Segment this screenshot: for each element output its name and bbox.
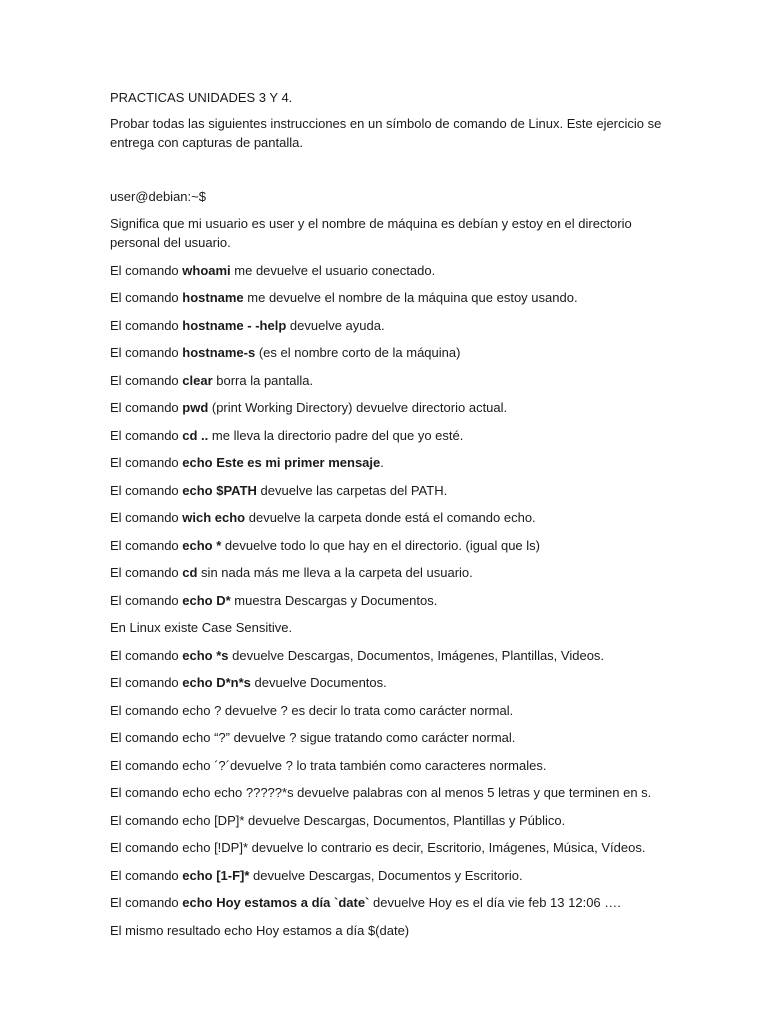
command-name: cd .. xyxy=(182,427,209,443)
command-line xyxy=(110,811,670,830)
line-text: El comando xyxy=(110,262,183,278)
command-line xyxy=(110,481,670,500)
command-name: echo [1-F]* xyxy=(182,867,250,883)
command-line xyxy=(110,756,670,775)
command-name: echo Este es mi primer mensaje xyxy=(182,455,381,470)
command-name: cd xyxy=(182,565,198,580)
line-description: devuelve las carpetas del PATH. xyxy=(256,482,448,498)
line-description: me devuelve el nombre de la máquina que estoy usando. xyxy=(243,290,578,305)
line-text: El comando xyxy=(110,317,183,333)
line-description: . xyxy=(380,455,384,470)
line-text: El comando echo [!DP]* devuelve lo contrario es decir, Escritorio, Imágenes, Música, Vídeos. xyxy=(110,840,646,855)
line-text: El comando xyxy=(110,345,183,360)
line-text: En Linux existe Case Sensitive. xyxy=(110,620,293,635)
command-line xyxy=(110,866,670,885)
line-text: El comando echo ? devuelve ? es decir lo trata como carácter normal. xyxy=(110,702,514,718)
line-description: me lleva la directorio padre del que yo esté. xyxy=(208,427,464,443)
line-description: muestra Descargas y Documentos. xyxy=(230,592,438,608)
command-line xyxy=(110,838,670,857)
document-title: PRACTICAS UNIDADES 3 Y 4. xyxy=(110,90,293,105)
line-text: El comando xyxy=(110,895,183,910)
command-name: wich echo xyxy=(182,510,246,525)
line-text: El mismo resultado echo Hoy estamos a día $(date) xyxy=(110,922,410,938)
line-text: El comando xyxy=(110,455,183,470)
line-description: devuelve todo lo que hay en el directorio. (igual que ls) xyxy=(221,537,540,553)
line-description: (print Working Directory) devuelve directorio actual. xyxy=(208,400,508,415)
command-name: hostname - -help xyxy=(182,317,287,333)
command-line xyxy=(110,343,670,362)
command-line xyxy=(110,261,670,280)
command-line xyxy=(110,921,670,940)
command-line xyxy=(110,563,670,582)
blank-line xyxy=(110,160,670,187)
command-line xyxy=(110,783,670,802)
line-text: El comando xyxy=(110,565,183,580)
line-description: devuelve Hoy es el día vie feb 13 12:06 …. xyxy=(369,895,621,910)
command-name: echo D*n*s xyxy=(182,675,251,690)
command-name: hostname xyxy=(182,290,244,305)
line-text: El comando xyxy=(110,482,183,498)
command-line xyxy=(110,316,670,335)
line-text: El comando xyxy=(110,290,183,305)
command-name: echo Hoy estamos a día `date` xyxy=(182,895,370,910)
command-line xyxy=(110,508,670,527)
line-description: me devuelve el usuario conectado. xyxy=(230,262,436,278)
line-text: El comando xyxy=(110,675,183,690)
command-line xyxy=(110,453,670,472)
command-line xyxy=(110,536,670,555)
command-name: echo *s xyxy=(182,647,229,663)
line-text: El comando echo [DP]* devuelve Descargas, Documentos, Plantillas y Público. xyxy=(110,812,566,828)
command-line xyxy=(110,728,670,747)
line-description: borra la pantalla. xyxy=(212,372,314,388)
command-line xyxy=(110,618,670,637)
command-line xyxy=(110,426,670,445)
command-name: pwd xyxy=(182,400,209,415)
command-line xyxy=(110,288,670,307)
line-description: devuelve Descargas, Documentos, Imágenes, Plantillas, Videos. xyxy=(228,647,605,663)
command-line xyxy=(110,701,670,720)
line-text: El comando xyxy=(110,647,183,663)
line-text: El comando xyxy=(110,867,183,883)
command-name: whoami xyxy=(182,262,231,278)
line-text: El comando xyxy=(110,427,183,443)
line-description: devuelve la carpeta donde está el comando echo. xyxy=(245,510,536,525)
line-description: devuelve Descargas, Documentos y Escritorio. xyxy=(249,867,523,883)
command-name: clear xyxy=(182,372,213,388)
line-text: El comando xyxy=(110,400,183,415)
command-line xyxy=(110,591,670,610)
line-text: El comando xyxy=(110,372,183,388)
command-name: echo D* xyxy=(182,592,231,608)
line-description: devuelve ayuda. xyxy=(286,317,385,333)
document-body xyxy=(110,88,670,948)
command-line xyxy=(110,646,670,665)
prompt-explanation: Significa que mi usuario es user y el nombre de máquina es debían y estoy en el directorio personal del usuario. xyxy=(110,216,632,250)
line-text: El comando xyxy=(110,592,183,608)
line-description: devuelve Documentos. xyxy=(250,675,387,690)
intro-paragraph: Probar todas las siguientes instrucciones en un símbolo de comando de Linux. Este ejercicio se entrega con capturas de pantalla. xyxy=(110,116,662,150)
shell-prompt: user@debian:~$ xyxy=(110,189,206,204)
line-description: (es el nombre corto de la máquina) xyxy=(255,345,461,360)
command-line xyxy=(110,673,670,692)
command-line xyxy=(110,398,670,417)
command-line xyxy=(110,371,670,390)
line-description: sin nada más me lleva a la carpeta del usuario. xyxy=(197,565,473,580)
command-name: echo * xyxy=(182,537,222,553)
line-text: El comando echo “?” devuelve ? sigue tratando como carácter normal. xyxy=(110,730,516,745)
line-text: El comando echo echo ?????*s devuelve palabras con al menos 5 letras y que terminen en s. xyxy=(110,785,652,800)
command-line xyxy=(110,893,670,912)
line-text: El comando xyxy=(110,510,183,525)
command-list xyxy=(110,261,670,940)
line-text: El comando echo ´?´devuelve ? lo trata también como caracteres normales. xyxy=(110,757,547,773)
command-name: echo $PATH xyxy=(182,482,257,498)
command-name: hostname-s xyxy=(182,345,256,360)
line-text: El comando xyxy=(110,537,183,553)
